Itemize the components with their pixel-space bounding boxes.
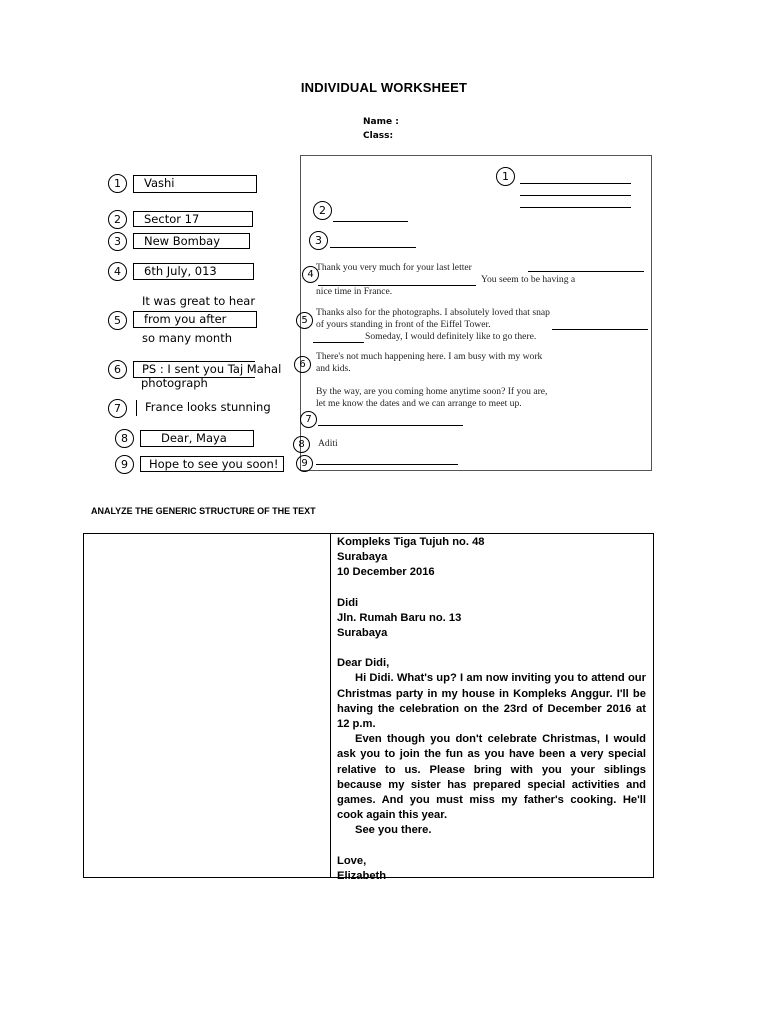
sender-address-line: Kompleks Tiga Tujuh no. 48: [337, 536, 485, 548]
blank-line: [520, 195, 631, 196]
sample-letter: [337, 535, 646, 884]
number-circle: 2: [313, 201, 332, 220]
worksheet-title: INDIVIDUAL WORKSHEET: [300, 80, 468, 95]
number-circle: 6: [108, 360, 127, 379]
blank-line: [528, 271, 644, 272]
blank-line: [318, 425, 463, 426]
number-circle: 4: [108, 262, 127, 281]
answer-box-9: Hope to see you soon!: [140, 456, 284, 472]
handwritten-text: so many month: [142, 331, 233, 345]
handwritten-text: photograph: [141, 376, 208, 390]
number-circle: 4: [302, 266, 319, 283]
number-circle: 8: [293, 436, 310, 453]
answer-box-4: 6th July, 013: [133, 263, 254, 280]
name-label: Name :: [363, 117, 399, 127]
letter-signature: Aditi: [318, 438, 338, 449]
analysis-answer-cell[interactable]: [84, 534, 329, 877]
number-circle: 1: [496, 167, 515, 186]
letter-text: of yours standing in front of the Eiffel Tower.: [316, 319, 491, 330]
number-circle: 5: [296, 312, 313, 329]
complimentary-close: Love,: [337, 854, 367, 867]
answer-box-2: Sector 17: [133, 211, 253, 227]
table-divider: [330, 533, 331, 878]
number-circle: 9: [115, 455, 134, 474]
blank-line: [313, 342, 364, 343]
blank-line: [520, 207, 631, 208]
answer-box-1: Vashi: [133, 175, 257, 193]
letter-text: Thanks also for the photographs. I absolutely loved that snap: [316, 307, 550, 318]
number-circle: 3: [108, 232, 127, 251]
letter-text: let me know the dates and we can arrange to meet up.: [316, 398, 522, 409]
blank-line: [333, 221, 408, 222]
recipient-address: Jln. Rumah Baru no. 13: [337, 611, 462, 624]
number-circle: 9: [296, 455, 313, 472]
recipient-city: Surabaya: [337, 627, 388, 640]
letter-text: By the way, are you coming home anytime soon? If you are,: [316, 386, 548, 397]
number-circle: 6: [294, 356, 311, 373]
body-paragraph-2: Even though you don't celebrate Christmas, I would ask you to join the fun as you have been a very special relative to us. Please bring with you your siblings because my sister has prepared special activities and games. And you must miss my father's cooking. He'll cook again this year.: [337, 733, 646, 822]
number-circle: 8: [115, 429, 134, 448]
letter-text: There's not much happening here. I am busy with my work: [316, 351, 543, 362]
number-circle: 7: [108, 399, 127, 418]
blank-line: [552, 329, 648, 330]
answer-box-6: PS : I sent you Taj Mahal: [133, 361, 255, 378]
letter-text: nice time in France.: [316, 286, 393, 297]
answer-box-3: New Bombay: [133, 233, 250, 249]
body-paragraph-1: Hi Didi. What's up? I am now inviting you to attend our Christmas party in my house in Kompleks Anggur. I'll be having the celebration on the 23rd of December 2016 at 12 p.m.: [337, 672, 646, 731]
letter-text: Thank you very much for your last letter: [316, 262, 472, 273]
blank-line: [330, 247, 416, 248]
recipient-name: Didi: [337, 596, 359, 609]
letter-text: Someday, I would definitely like to go there.: [365, 331, 537, 342]
body-paragraph-3: See you there.: [355, 824, 432, 837]
answer-box-7: France looks stunning: [136, 400, 266, 416]
salutation: Dear Didi,: [337, 657, 390, 670]
letter-text: and kids.: [316, 363, 351, 374]
letter-text: You seem to be having a: [481, 274, 576, 285]
number-circle: 7: [300, 411, 317, 428]
letter-date: 10 December 2016: [337, 566, 435, 579]
section-heading: ANALYZE THE GENERIC STRUCTURE OF THE TEXT: [91, 506, 316, 516]
answer-box-5: from you after: [133, 311, 257, 328]
signature: Elizabeth: [337, 869, 387, 882]
number-circle: 3: [309, 231, 328, 250]
answer-box-8: Dear, Maya: [140, 430, 254, 447]
number-circle: 1: [108, 174, 127, 193]
number-circle: 5: [108, 311, 127, 330]
blank-line: [520, 183, 631, 184]
class-label: Class:: [363, 131, 394, 141]
number-circle: 2: [108, 210, 127, 229]
handwritten-text: It was great to hear: [142, 294, 256, 308]
blank-line: [316, 464, 458, 465]
sender-city: Surabaya: [337, 551, 388, 564]
